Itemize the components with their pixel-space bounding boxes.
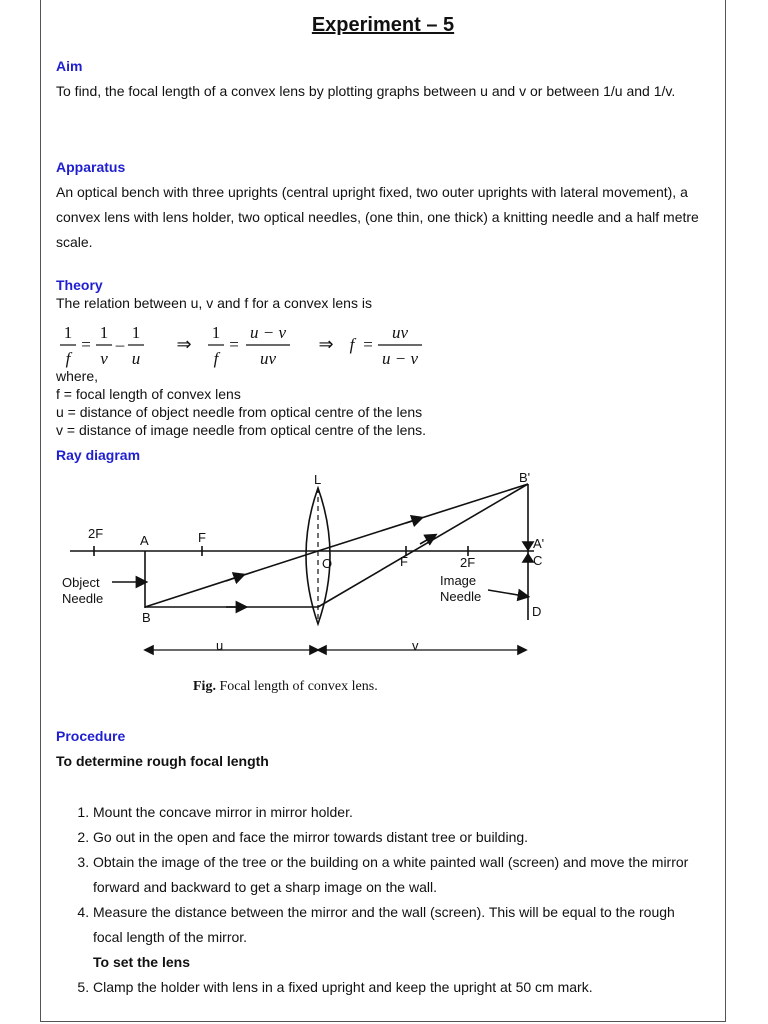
procedure-subheading: To determine rough focal length [56, 753, 269, 769]
formula-u-1: u [131, 349, 141, 368]
theory-def-f: f = focal length of convex lens [56, 386, 241, 402]
procedure-step-3: 3. Obtain the image of the tree or the building on a white painted wall (screen) and move the mirror forward and backward to get a sharp image on the wall. [93, 850, 705, 900]
label-v: v [412, 638, 419, 653]
ray-diagram [56, 470, 556, 700]
formula-eq-1: = [81, 335, 91, 354]
apparatus-heading: Apparatus [56, 159, 126, 175]
label-2f-right: 2F [460, 555, 476, 570]
formula-one-3: 1 [131, 323, 141, 342]
theory-where: where, [56, 368, 99, 384]
formula-one-1: 1 [63, 323, 73, 342]
figure-caption-rest: Focal length of convex lens. [215, 679, 378, 694]
formula-f-2: f [213, 349, 219, 368]
aim-text: To find, the focal length of a convex lens by plotting graphs between u and v or between 1/u and 1/v. [56, 83, 676, 99]
formula-f-1: f [65, 349, 71, 368]
label-object-2: Needle [62, 591, 104, 606]
formula-uv-1: uv [259, 349, 277, 368]
label-image-2: Needle [440, 589, 482, 604]
label-object-1: Object [62, 575, 100, 590]
apparatus-text: An optical bench with three uprights (central upright fixed, two outer uprights with lateral movement), a convex lens with lens holder, two optical needles, (one thin, one thick) a knitting needle and a half metre scale. [56, 184, 699, 250]
aim-heading: Aim [56, 58, 83, 74]
formula-minus-1: – [115, 335, 125, 354]
figure-caption [193, 679, 378, 694]
label-o: O [322, 556, 333, 571]
procedure-step-1: 1. Mount the concave mirror in mirror holder. [93, 800, 705, 825]
formula-one-4: 1 [211, 323, 221, 342]
label-l: L [314, 472, 322, 487]
theory-heading: Theory [56, 277, 103, 293]
lens-formula [56, 316, 476, 376]
label-f-left: F [198, 530, 206, 545]
procedure-heading: Procedure [56, 728, 126, 744]
formula-eq-3: = [363, 335, 373, 354]
theory-def-v: v = distance of image needle from optical centre of the lens. [56, 422, 427, 438]
formula-implies-2: ⇒ [318, 334, 334, 354]
procedure-step-4-text: Measure the distance between the mirror and the wall (screen). This will be equal to the rough focal length of the mirror. [93, 904, 675, 945]
label-a: A [140, 533, 149, 548]
figure-caption-bold: Fig. [193, 679, 216, 694]
theory-intro: The relation between u, v and f for a convex lens is [56, 295, 372, 311]
procedure-step-5: 5. Clamp the holder with lens in a fixed upright and keep the upright at 50 cm mark. [93, 975, 705, 1000]
theory-def-u: u = distance of object needle from optical centre of the lens [56, 404, 423, 420]
set-lens-heading: To set the lens [93, 954, 190, 970]
label-b-prime: B' [519, 470, 531, 485]
label-a-prime: A' [533, 536, 545, 551]
formula-u-minus-v-2: u − v [381, 349, 419, 368]
label-f-right: F [400, 554, 408, 569]
formula-f-3: f [349, 335, 355, 354]
procedure-step-4 [93, 900, 705, 975]
label-u: u [216, 638, 224, 653]
formula-v-1: v [100, 349, 108, 368]
page-title: Experiment – 5 [311, 14, 455, 36]
formula-implies-1: ⇒ [176, 334, 192, 354]
procedure-steps [56, 800, 705, 1000]
label-2f-left: 2F [88, 526, 104, 541]
formula-one-2: 1 [99, 323, 109, 342]
label-image-1: Image [440, 573, 477, 588]
formula-eq-2: = [229, 335, 239, 354]
ray-diagram-heading: Ray diagram [56, 447, 141, 463]
procedure-step-2: 2. Go out in the open and face the mirror towards distant tree or building. [93, 825, 705, 850]
label-d: D [532, 604, 542, 619]
formula-uv-2: uv [391, 323, 409, 342]
formula-u-minus-v-1: u − v [249, 323, 287, 342]
label-c: C [533, 553, 543, 568]
label-b: B [142, 610, 151, 625]
